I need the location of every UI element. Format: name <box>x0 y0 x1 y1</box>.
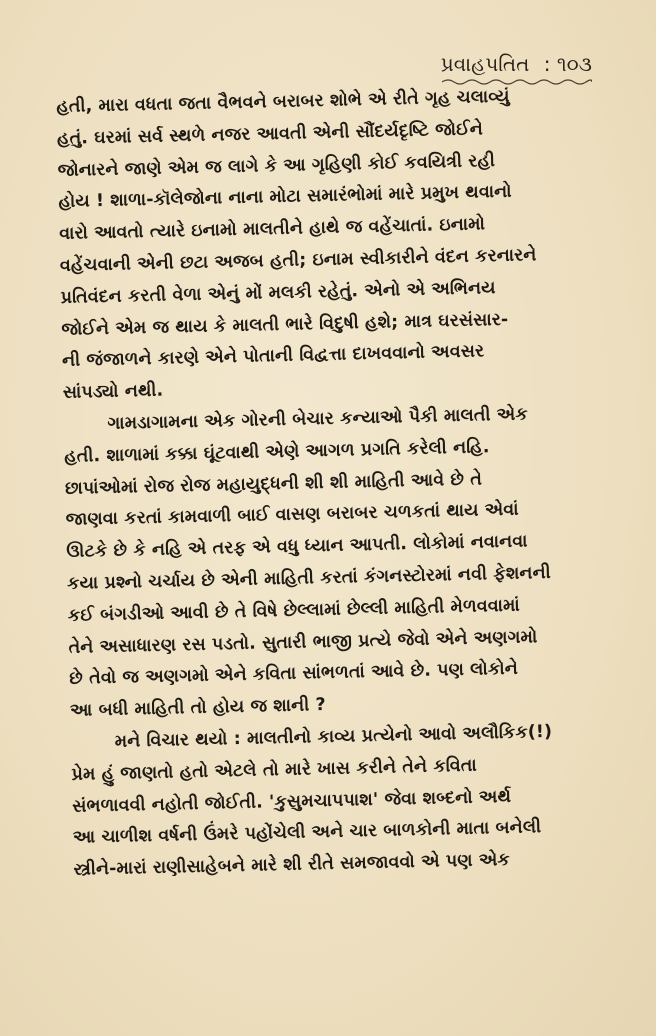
paragraph-2 <box>63 397 616 727</box>
text-line: કઈ બંગડીઓ આવી છે તે વિષે છેલ્લામાં છેલ્લી માહિતી મેળવવામાં <box>67 595 520 626</box>
text-line: છે તેવો જ અણગમો એને કવિતા સાંભળતાં આવે છે. પણ લોકોને <box>69 659 519 690</box>
text-line: જાણવા કરતાં કામવાળી બાઈ વાસણ બરાબર ચળકતાં થાય એવાં <box>65 499 519 531</box>
text-line: હતી. શાળામાં કક્કા ઘૂંટવાથી એણે આગળ પ્રગતિ કરેલી નહિ. <box>64 437 490 467</box>
text-line: છાપાંઓમાં રોજ રોજ મહાયુદ્ધની શી શી માહિતી આવે છે તે <box>64 469 483 499</box>
running-head <box>441 52 592 76</box>
text-line: વારો આવતો ત્યારે ઇનામો માલતીને હાથે જ વહેંચાતાં. ઇનામો <box>58 214 486 245</box>
text-line: ઊટકે છે કે નહિ એ તરફ એ વધુ ધ્યાન આપતી. લોકોમાં નવાનવા <box>66 531 528 563</box>
page-number: ૧૦૩ <box>556 52 592 76</box>
paragraph-1 <box>56 80 609 410</box>
text-line: ની જંજાળને કારણે એને પોતાની વિદ્વત્તા દાખવવાનો અવસર <box>61 341 485 372</box>
text-line: જોનારને જાણે એમ જ લાગે કે આ ગૃહિણી કોઈ કવયિત્રી રહી <box>57 150 496 181</box>
text-line: કયા પ્રશ્નો ચર્ચાય છે એની માહિતી કરતાં કંગનસ્ટોરમાં નવી ફેશનની <box>66 562 551 594</box>
text-line: સ્ત્રીને-મારાં રાણીસાહેબને મારે શી રીતે સમજાવવો એ પણ એક <box>73 850 511 880</box>
text-line: આ ચાળીશ વર્ષની ઉંમરે પહોંચેલી અને ચાર બાળકોની માતા બનેલી <box>72 817 542 849</box>
text-line: વહેંચવાની એની છટા અજબ હતી; ઇનામ સ્વીકારીને વંદન કરનારને <box>59 245 537 276</box>
text-line: હતી, મારા વધતા જતા વૈભવને બરાબર શોભે એ રીતે ગૃહ ચલાવ્યું <box>56 86 510 117</box>
text-line: મને વિચાર થયો : માલતીનો કાવ્ય પ્રત્યેનો આવો અલૌકિક(!) <box>114 721 553 752</box>
text-line: પ્રતિવંદન કરતી વેળા એનું મોં મલકી રહેતું. એનો એ અભિનય <box>60 277 496 308</box>
text-line: હતું. ઘરમાં સર્વ સ્થળે નજર આવતી એની સૌંદર્યદૃષ્ટિ જોઈને <box>56 119 484 149</box>
text-line: સાંપડ્યો નથી. <box>62 380 164 404</box>
text-line: સંભળાવવી નહોતી જોઈતી. 'કુસુમચાપપાશ' જેવા શબ્દનો અર્થ <box>71 786 512 817</box>
running-head-title: પ્રવાહપતિત <box>440 52 530 76</box>
paragraph-3 <box>70 715 619 886</box>
text-line: જોઈને એમ જ થાય કે માલતી ભારે વિદુષી હશે; માત્ર ઘરસંસાર- <box>61 309 509 340</box>
text-line: હોય ! શાળા-કૉલેજોના નાના મોટા સમારંભોમાં મારે પ્રમુખ થવાનો <box>58 182 512 213</box>
text-line: પ્રેમ હું જાણતો હતો એટલે તો મારે ખાસ કરીને તેને કવિતા <box>71 755 477 785</box>
text-line: આ બધી માહિતી તો હોય જ શાની ? <box>69 695 326 721</box>
running-head-separator: : <box>543 52 551 76</box>
text-line: ગામડાગામના એક ગોરની બેચાર કન્યાઓ પૈકી માલતી એક <box>107 404 529 434</box>
body-text <box>56 80 620 887</box>
text-line: તેને અસાધારણ રસ પડતો. સુતારી ભાજી પ્રત્યે જેવો એને અણગમો <box>68 626 538 658</box>
